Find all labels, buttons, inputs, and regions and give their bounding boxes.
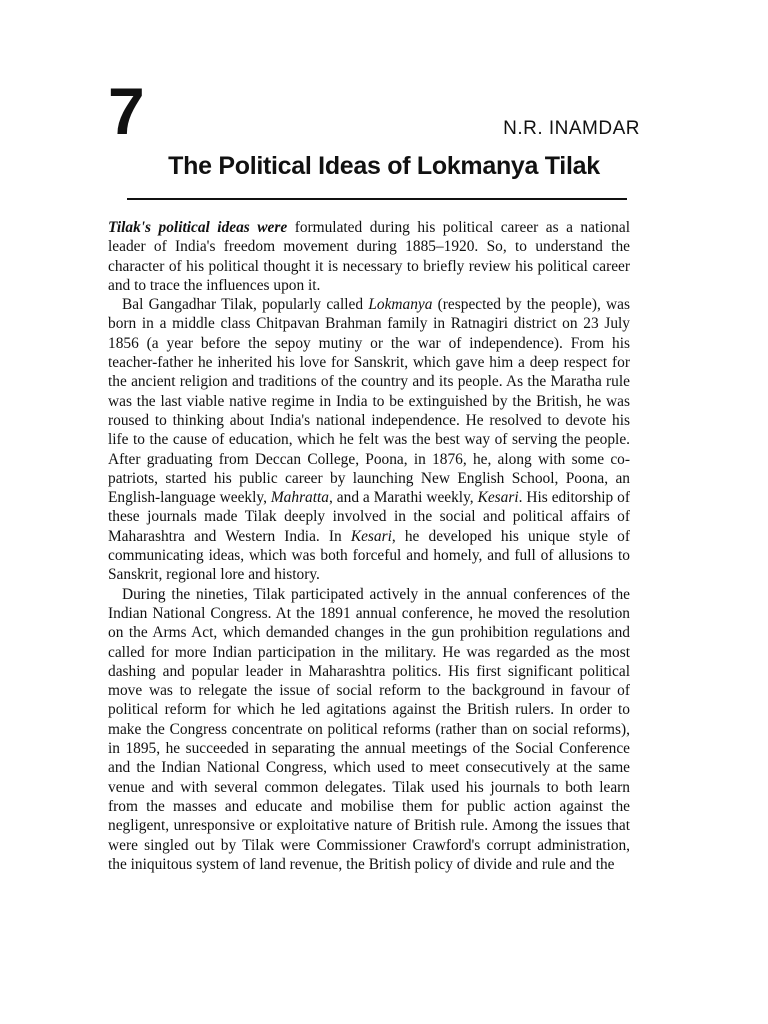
paragraph-1-lead: Tilak's political ideas were	[108, 219, 288, 236]
paragraph-2-mahratta: Mahratta	[270, 489, 330, 507]
chapter-number: 7	[108, 74, 145, 148]
paragraph-1	[108, 218, 630, 295]
paragraph-2-text-d: . His editorship of these journals made Tilak deeply involved in the social and political affairs of Maharashtra and Western India. In	[108, 489, 630, 545]
paragraph-2-text-a: Bal Gangadhar Tilak, popularly called	[122, 296, 369, 314]
paragraph-2-kesari-1: Kesari	[477, 489, 519, 507]
paragraph-2-lokmanya: Lokmanya	[368, 296, 433, 314]
paragraph-2-text-e: , he developed his unique style of communicating ideas, which was both forceful and homely, and full of allusions to Sanskrit, regional lore and history.	[108, 527, 630, 584]
paragraph-2-text-c: , and a Marathi weekly,	[329, 489, 478, 507]
paragraph-3: During the nineties, Tilak participated actively in the annual conferences of the Indian National Congress. At the 1891 annual conference, he moved the resolution on the Arms Act, which demanded changes in the gun prohibition regulations and called for more Indian participation in the military. He was regarded as the most dashing and popular leader in Maharashtra politics. His first significant political move was to relegate the issue of social reform to the background in favour of political reform for which he led agitations against the British rulers. In order to make the Congress concentrate on political reforms (rather than on social reforms), in 1895, he succeeded in separating the annual meetings of the Social Conference and the Indian National Congress, which used to meet consecutively at the same venue and with several common delegates. Tilak used his journals to both learn from the masses and educate and mobilise them for public action against the negligent, unresponsive or exploitative nature of British rule. Among the issues that were singled out by Tilak were Commissioner Crawford's corrupt administration, the iniquitous system of land revenue, the British policy of divide and rule and the	[108, 585, 630, 873]
paragraph-2-text-b: (respected by the people), was born in a middle class Chitpavan Brahman family in Ratnagiri district on 23 July 1856 (a year before the sepoy mutiny or the war of independence). From his teacher-father he inherited his love for Sanskrit, which gave him a deep respect for the ancient religion and traditions of the country and its people. As the Maratha rule was the last viable native regime in India to be extinguished by the British, he was roused to thinking about India's national independence. He resolved to devote his life to the cause of education, which he felt was the best way of serving the people. After graduating from Deccan College, Poona, in 1876, he, along with some co-patriots, started his public career by launching New English School, Poona, an English-language weekly,	[108, 296, 630, 507]
author-name: N.R. INAMDAR	[503, 118, 640, 139]
paragraph-2	[108, 295, 630, 584]
body-text	[108, 218, 630, 874]
chapter-title: The Political Ideas of Lokmanya Tilak	[168, 152, 600, 180]
title-divider	[127, 198, 627, 200]
paragraph-1-text: formulated during his political career as a national leader of India's freedom movement during 1885–1920. So, to understand the character of his political thought it is necessary to briefly review his political career and to trace the influences upon it.	[108, 219, 630, 294]
paragraph-2-kesari-2: Kesari	[350, 527, 392, 545]
